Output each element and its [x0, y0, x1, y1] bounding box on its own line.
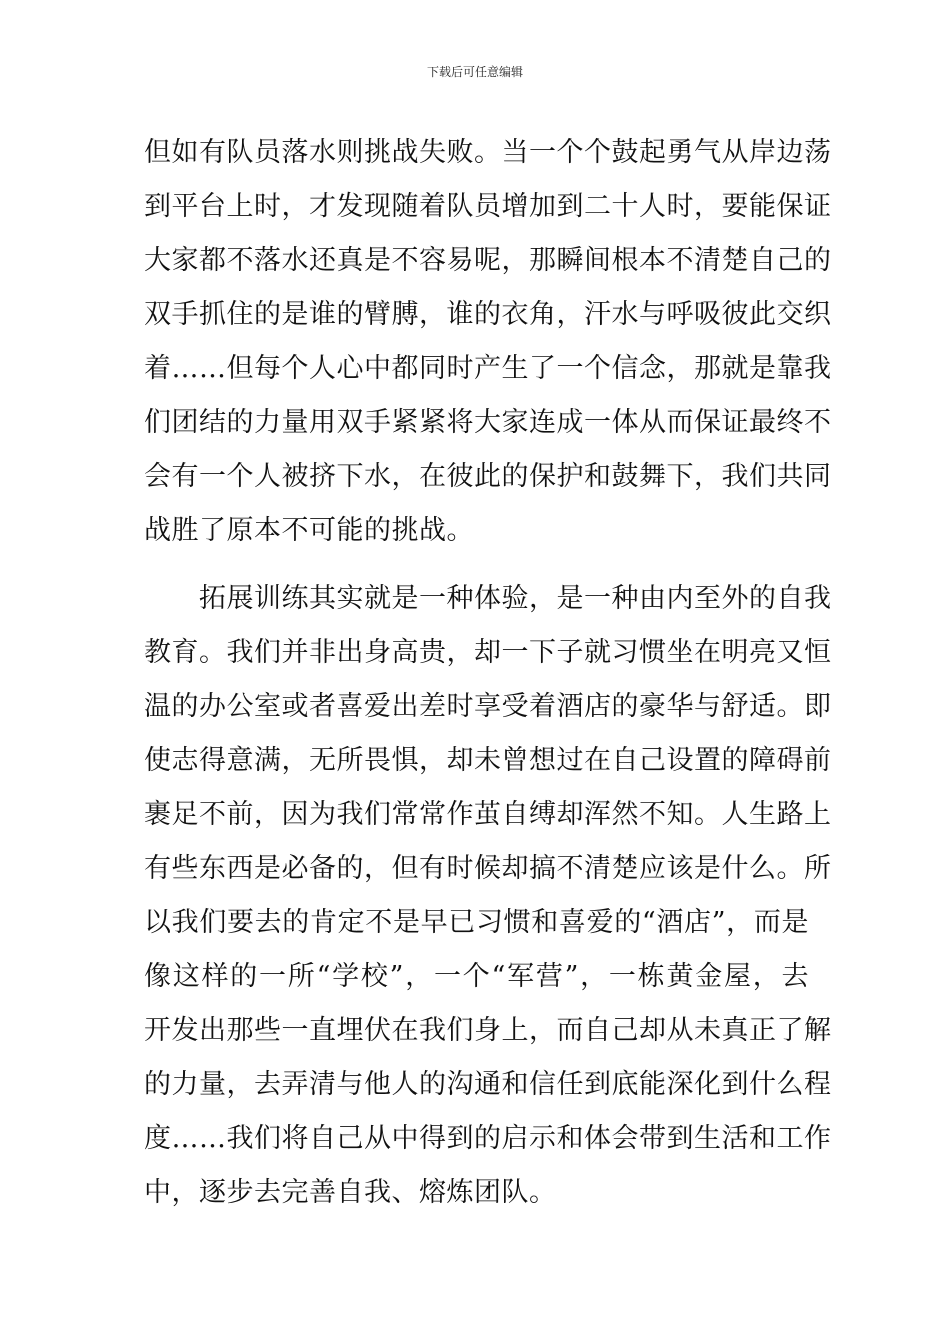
text-line: 以我们要去的肯定不是早已习惯和喜爱的“酒店”，而是 [144, 907, 809, 938]
text-line: 像这样的一所“学校”，一个“军营”，一栋黄金屋，去 [144, 961, 809, 992]
text-line: 拓展训练其实就是一种体验，是一种由内至外的自我 [144, 583, 832, 614]
text-line: 教育。我们并非出身高贵，却一下子就习惯坐在明亮又恒 [144, 637, 832, 668]
text-line: 们团结的力量用双手紧紧将大家连成一体从而保证最终不 [144, 407, 832, 438]
text-line: 使志得意满，无所畏惧，却未曾想过在自己设置的障碍前 [144, 745, 832, 776]
text-line: 双手抓住的是谁的臂膊，谁的衣角，汗水与呼吸彼此交织 [144, 299, 832, 330]
text-line: 的力量，去弄清与他人的沟通和信任到底能深化到什么程 [144, 1069, 832, 1100]
text-line: 到平台上时，才发现随着队员增加到二十人时，要能保证 [144, 191, 832, 222]
paragraph-1 [144, 126, 832, 558]
text-line: 战胜了原本不可能的挑战。 [144, 515, 474, 546]
text-line: 但如有队员落水则挑战失败。当一个个鼓起勇气从岸边荡 [144, 137, 832, 168]
text-line: 裹足不前，因为我们常常作茧自缚却浑然不知。人生路上 [144, 799, 832, 830]
text-line: 有些东西是必备的，但有时候却搞不清楚应该是什么。所 [144, 853, 832, 884]
page-header-note: 下载后可任意编辑 [426, 65, 523, 79]
text-line: 中，逐步去完善自我、熔炼团队。 [144, 1177, 557, 1208]
paragraph-2 [144, 572, 832, 1220]
text-line: 温的办公室或者喜爱出差时享受着酒店的豪华与舒适。即 [144, 691, 832, 722]
text-line: 开发出那些一直埋伏在我们身上，而自己却从未真正了解 [144, 1015, 832, 1046]
text-line: 大家都不落水还真是不容易呢，那瞬间根本不清楚自己的 [144, 245, 832, 276]
text-line: 会有一个人被挤下水，在彼此的保护和鼓舞下，我们共同 [144, 461, 832, 492]
text-line: 度……我们将自己从中得到的启示和体会带到生活和工作 [144, 1123, 832, 1154]
text-line: 着……但每个人心中都同时产生了一个信念，那就是靠我 [144, 353, 832, 384]
